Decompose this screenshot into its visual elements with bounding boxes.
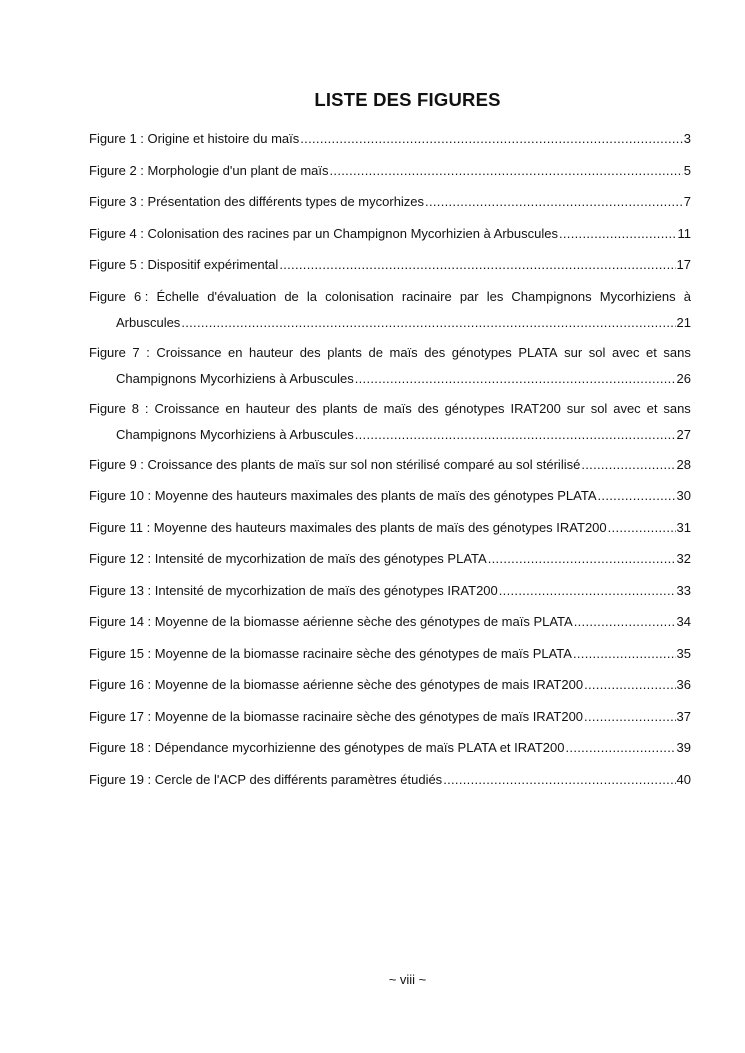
figure-entry-page: 40 bbox=[676, 771, 691, 787]
dot-leader bbox=[425, 193, 683, 211]
figure-entry-11[interactable] bbox=[89, 519, 691, 537]
label-word: sans bbox=[663, 400, 691, 416]
dot-leader bbox=[574, 613, 676, 631]
figure-entry-6[interactable] bbox=[89, 288, 691, 332]
figure-entry-page: 7 bbox=[683, 194, 691, 209]
label-word: et bbox=[646, 400, 658, 416]
label-word: maïs bbox=[389, 344, 418, 360]
figure-entry-14[interactable] bbox=[89, 613, 691, 631]
label-word: de bbox=[284, 288, 299, 304]
dot-leader bbox=[566, 739, 676, 757]
label-word: Croissance bbox=[156, 344, 222, 360]
page-title: LISTE DES FIGURES bbox=[314, 89, 501, 110]
label-word: avec bbox=[611, 344, 640, 360]
label-word: hauteur bbox=[249, 344, 294, 360]
label-word: génotypes bbox=[444, 400, 505, 416]
figure-entry-page: 11 bbox=[677, 225, 691, 241]
page-number-footer: ~ viii ~ bbox=[388, 972, 427, 987]
label-word: plants bbox=[327, 344, 362, 360]
label-word: par bbox=[459, 288, 479, 304]
figure-entry-12[interactable] bbox=[89, 550, 691, 568]
label-word: de bbox=[363, 400, 378, 416]
label-word: Mycorhiziens bbox=[599, 288, 676, 304]
label-word: de bbox=[368, 344, 383, 360]
figure-entry-label: Figure 14 : Moyenne de la biomasse aérienne sèche des génotypes de maïs PLATA bbox=[89, 614, 573, 629]
label-word: Figure bbox=[89, 400, 126, 416]
label-word: Champignons bbox=[511, 288, 592, 304]
label-word: hauteur bbox=[245, 400, 290, 416]
figure-entry-label: Figure 17 : Moyenne de la biomasse racinaire sèche des génotypes de maïs IRAT200 bbox=[89, 708, 584, 724]
figure-entry-label: Figure 13 : Intensité de mycorhization de maïs des génotypes IRAT200 bbox=[89, 582, 498, 598]
figure-entry-label: Figure 2 : Morphologie d'un plant de maïs bbox=[89, 162, 329, 178]
label-word: Figure bbox=[89, 288, 126, 304]
figure-entry-16[interactable] bbox=[89, 676, 691, 694]
label-word: des bbox=[299, 344, 321, 360]
figure-entry-label: Figure 11 : Moyenne des hauteurs maximales des plants de maïs des génotypes IRAT200 bbox=[89, 519, 607, 535]
dot-leader bbox=[355, 370, 676, 388]
dot-leader bbox=[584, 676, 675, 694]
figure-entry-label-line1 bbox=[89, 288, 691, 306]
label-word: : bbox=[144, 400, 149, 416]
label-word: des bbox=[295, 400, 317, 416]
figure-entry-label: Figure 10 : Moyenne des hauteurs maximales des plants de maïs des génotypes PLATA bbox=[89, 488, 597, 503]
label-word: plants bbox=[322, 400, 358, 416]
dot-leader bbox=[608, 519, 676, 537]
label-word: 8 bbox=[131, 400, 139, 416]
label-word: 6 : bbox=[133, 288, 149, 304]
figure-entry-label: Figure 16 : Moyenne de la biomasse aérienne sèche des génotypes de mais IRAT200 bbox=[89, 677, 584, 692]
figure-entry-page: 34 bbox=[676, 614, 691, 629]
dot-leader bbox=[581, 456, 675, 474]
figure-entry-page: 5 bbox=[683, 162, 691, 178]
figure-entry-label: Figure 9 : Croissance des plants de maïs sur sol non stérilisé comparé au sol stérilisé bbox=[89, 456, 581, 472]
label-word: colonisation bbox=[325, 288, 394, 304]
figure-entry-19[interactable] bbox=[89, 771, 691, 789]
label-word: Figure bbox=[89, 344, 126, 360]
figure-entry-page: 27 bbox=[676, 426, 691, 442]
figure-entry-4[interactable] bbox=[89, 225, 691, 243]
dot-leader bbox=[181, 314, 675, 332]
figure-entry-page: 33 bbox=[676, 582, 691, 598]
figure-entry-label: Figure 1 : Origine et histoire du maïs bbox=[89, 131, 300, 146]
figure-entry-9[interactable] bbox=[89, 456, 691, 474]
dot-leader bbox=[499, 582, 676, 600]
label-word: des bbox=[424, 344, 446, 360]
dot-leader bbox=[330, 162, 683, 180]
dot-leader bbox=[598, 487, 676, 505]
figure-entry-17[interactable] bbox=[89, 708, 691, 726]
figure-entry-label-line2: Champignons Mycorhiziens à Arbuscules bbox=[116, 370, 354, 386]
figure-entry-8[interactable] bbox=[89, 400, 691, 444]
figure-entry-label: Figure 18 : Dépendance mycorhizienne des génotypes de maïs PLATA et IRAT200 bbox=[89, 740, 565, 755]
label-word: sur bbox=[564, 344, 583, 360]
figure-entry-page: 39 bbox=[676, 740, 691, 755]
figure-entry-page: 17 bbox=[676, 257, 691, 272]
dot-leader bbox=[488, 550, 676, 568]
figure-entry-label-line2: Champignons Mycorhiziens à Arbuscules bbox=[116, 426, 354, 442]
figure-entry-18[interactable] bbox=[89, 739, 691, 757]
figure-list bbox=[89, 130, 691, 802]
dot-leader bbox=[443, 771, 675, 789]
figure-entry-2[interactable] bbox=[89, 162, 691, 180]
figure-entry-page: 26 bbox=[676, 370, 691, 386]
figure-entry-page: 35 bbox=[676, 645, 691, 661]
label-word: Échelle bbox=[156, 288, 200, 304]
dot-leader bbox=[355, 426, 676, 444]
label-word: IRAT200 bbox=[510, 400, 561, 416]
label-word: d'évaluation bbox=[207, 288, 277, 304]
figure-entry-label-line2: Arbuscules bbox=[116, 314, 181, 330]
figure-entry-15[interactable] bbox=[89, 645, 691, 663]
figure-entry-13[interactable] bbox=[89, 582, 691, 600]
figure-entry-label-line1 bbox=[89, 344, 691, 362]
figure-entry-7[interactable] bbox=[89, 344, 691, 388]
figure-entry-label: Figure 12 : Intensité de mycorhization de maïs des génotypes PLATA bbox=[89, 551, 487, 566]
figure-entry-1[interactable] bbox=[89, 130, 691, 148]
figure-entry-3[interactable] bbox=[89, 193, 691, 211]
figure-entry-page: 32 bbox=[676, 551, 691, 566]
label-word: avec bbox=[613, 400, 641, 416]
label-word: et bbox=[646, 344, 657, 360]
label-word: PLATA bbox=[518, 344, 558, 360]
label-word: 7 bbox=[132, 344, 140, 360]
label-word: Croissance bbox=[154, 400, 220, 416]
label-word: sol bbox=[588, 344, 606, 360]
figure-entry-label-line1 bbox=[89, 400, 691, 418]
figure-entry-label: Figure 5 : Dispositif expérimental bbox=[89, 257, 279, 272]
figure-entry-page: 30 bbox=[676, 488, 691, 503]
figure-entry-page: 28 bbox=[676, 456, 691, 472]
label-word: sans bbox=[663, 344, 691, 360]
figure-entry-page: 3 bbox=[683, 131, 691, 146]
label-word: sur bbox=[566, 400, 585, 416]
dot-leader bbox=[559, 225, 677, 243]
label-word: génotypes bbox=[451, 344, 512, 360]
label-word: à bbox=[683, 288, 691, 304]
label-word: les bbox=[486, 288, 504, 304]
label-word: racinaire bbox=[401, 288, 452, 304]
dot-leader bbox=[300, 130, 683, 148]
dot-leader bbox=[584, 708, 675, 726]
figure-entry-page: 31 bbox=[676, 519, 691, 535]
figure-entry-label: Figure 15 : Moyenne de la biomasse racinaire sèche des génotypes de maïs PLATA bbox=[89, 645, 572, 661]
figure-entry-page: 21 bbox=[676, 314, 691, 330]
figure-entry-page: 37 bbox=[676, 708, 691, 724]
label-word: sol bbox=[590, 400, 608, 416]
figure-entry-label: Figure 19 : Cercle de l'ACP des différents paramètres étudiés bbox=[89, 771, 443, 787]
figure-entry-5[interactable] bbox=[89, 256, 691, 274]
figure-entry-10[interactable] bbox=[89, 487, 691, 505]
label-word: la bbox=[306, 288, 318, 304]
label-word: en bbox=[225, 400, 240, 416]
figure-entry-page: 36 bbox=[676, 677, 691, 692]
dot-leader bbox=[573, 645, 676, 663]
label-word: maïs bbox=[383, 400, 412, 416]
dot-leader bbox=[279, 256, 675, 274]
label-word: en bbox=[228, 344, 243, 360]
label-word: : bbox=[146, 344, 150, 360]
label-word: des bbox=[417, 400, 439, 416]
figure-entry-label: Figure 4 : Colonisation des racines par un Champignon Mycorhizien à Arbuscules bbox=[89, 225, 558, 241]
figure-entry-label: Figure 3 : Présentation des différents types de mycorhizes bbox=[89, 194, 425, 209]
